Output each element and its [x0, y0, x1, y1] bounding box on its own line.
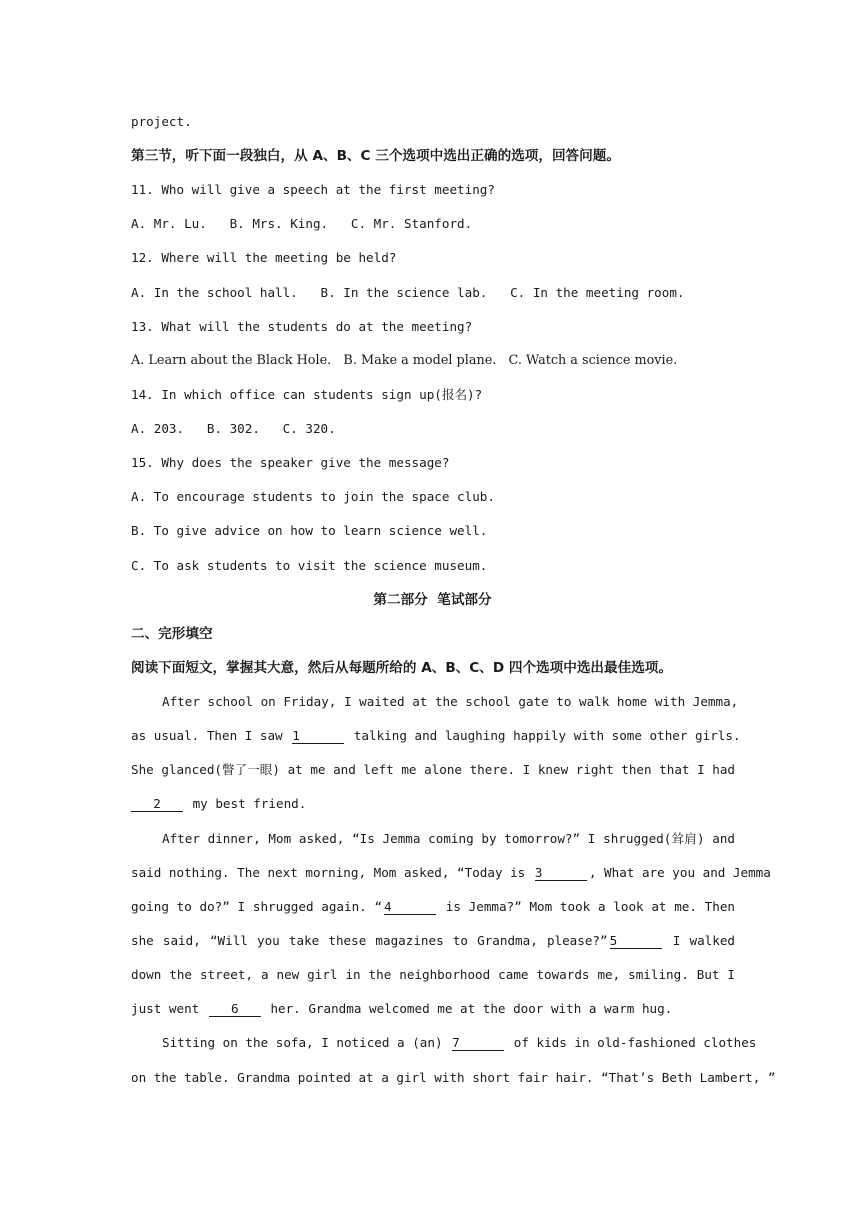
question-11-options: A. Mr. Lu. B. Mrs. King. C. Mr. Stanford. [131, 216, 473, 231]
passage-line: After school on Friday, I waited at the school gate to walk home with Jemma, [162, 694, 739, 709]
passage-text: is Jemma?” Mom took a look at me. Then [445, 899, 736, 914]
continuation-text: project. [131, 114, 192, 129]
question-11: 11. Who will give a speech at the first meeting? [131, 182, 495, 197]
passage-text: she said, “Will you take these magazines to Grandma, please?” [131, 933, 608, 948]
passage-text: her. Grandma welcomed me at the door with a warm hug. [270, 1001, 673, 1016]
blank-4: 4 [384, 899, 436, 915]
passage-text: Sitting on the sofa, I noticed a (an) [162, 1035, 443, 1050]
blank-6: 6 [209, 1001, 261, 1017]
passage-line: After dinner, Mom asked, “Is Jemma coming by tomorrow?” I shrugged(耸肩) and [162, 831, 735, 846]
passage-text: , What are you and Jemma [588, 865, 771, 880]
cloze-heading: 二、完形填空 [131, 626, 213, 642]
passage-text: said nothing. The next morning, Mom asked, “Today is [131, 865, 526, 880]
passage-line [131, 726, 741, 746]
passage-text: just went [131, 1001, 200, 1016]
part-title: 第二部分 笔试部分 [373, 592, 492, 608]
blank-1: 1 [292, 728, 344, 744]
passage-line: down the street, a new girl in the neighborhood came towards me, smiling. But I [131, 967, 735, 982]
passage-line [131, 931, 735, 951]
question-13-options: A. Learn about the Black Hole. B. Make a model plane. C. Watch a science movie. [131, 353, 678, 368]
question-13: 13. What will the students do at the meeting? [131, 319, 473, 334]
question-14: 14. In which office can students sign up(报名)? [131, 387, 483, 402]
passage-line: She glanced(瞥了一眼) at me and left me alone there. I knew right then that I had [131, 762, 735, 777]
question-12-options: A. In the school hall. B. In the science lab. C. In the meeting room. [131, 285, 685, 300]
passage-line: on the table. Grandma pointed at a girl with short fair hair. “That’s Beth Lambert, ” [131, 1070, 776, 1085]
cloze-instruction: 阅读下面短文，掌握其大意，然后从每题所给的 A、B、C、D 四个选项中选出最佳选项。 [131, 660, 672, 676]
question-15-option-c: C. To ask students to visit the science museum. [131, 558, 488, 573]
question-15-option-a: A. To encourage students to join the space club. [131, 489, 495, 504]
passage-text: talking and laughing happily with some other girls. [353, 728, 741, 743]
passage-line [131, 897, 735, 917]
passage-line [131, 1033, 757, 1053]
passage-text: as usual. Then I saw [131, 728, 283, 743]
passage-text: I walked [672, 933, 735, 948]
passage-text: going to do?” I shrugged again. “ [131, 899, 383, 914]
passage-text: of kids in old-fashioned clothes [513, 1035, 757, 1050]
question-15: 15. Why does the speaker give the message? [131, 455, 450, 470]
passage-line [131, 999, 735, 1019]
section-heading: 第三节，听下面一段独白，从 A、B、C 三个选项中选出正确的选项，回答问题。 [131, 148, 620, 164]
question-14-options: A. 203. B. 302. C. 320. [131, 421, 336, 436]
question-15-option-b: B. To give advice on how to learn science well. [131, 523, 488, 538]
blank-7: 7 [452, 1035, 504, 1051]
question-12: 12. Where will the meeting be held? [131, 250, 397, 265]
passage-text: my best friend. [192, 796, 307, 811]
passage-line [131, 794, 735, 814]
blank-5: 5 [610, 933, 662, 949]
blank-3: 3 [535, 865, 587, 881]
blank-2: 2 [131, 796, 183, 812]
passage-line [131, 863, 771, 883]
